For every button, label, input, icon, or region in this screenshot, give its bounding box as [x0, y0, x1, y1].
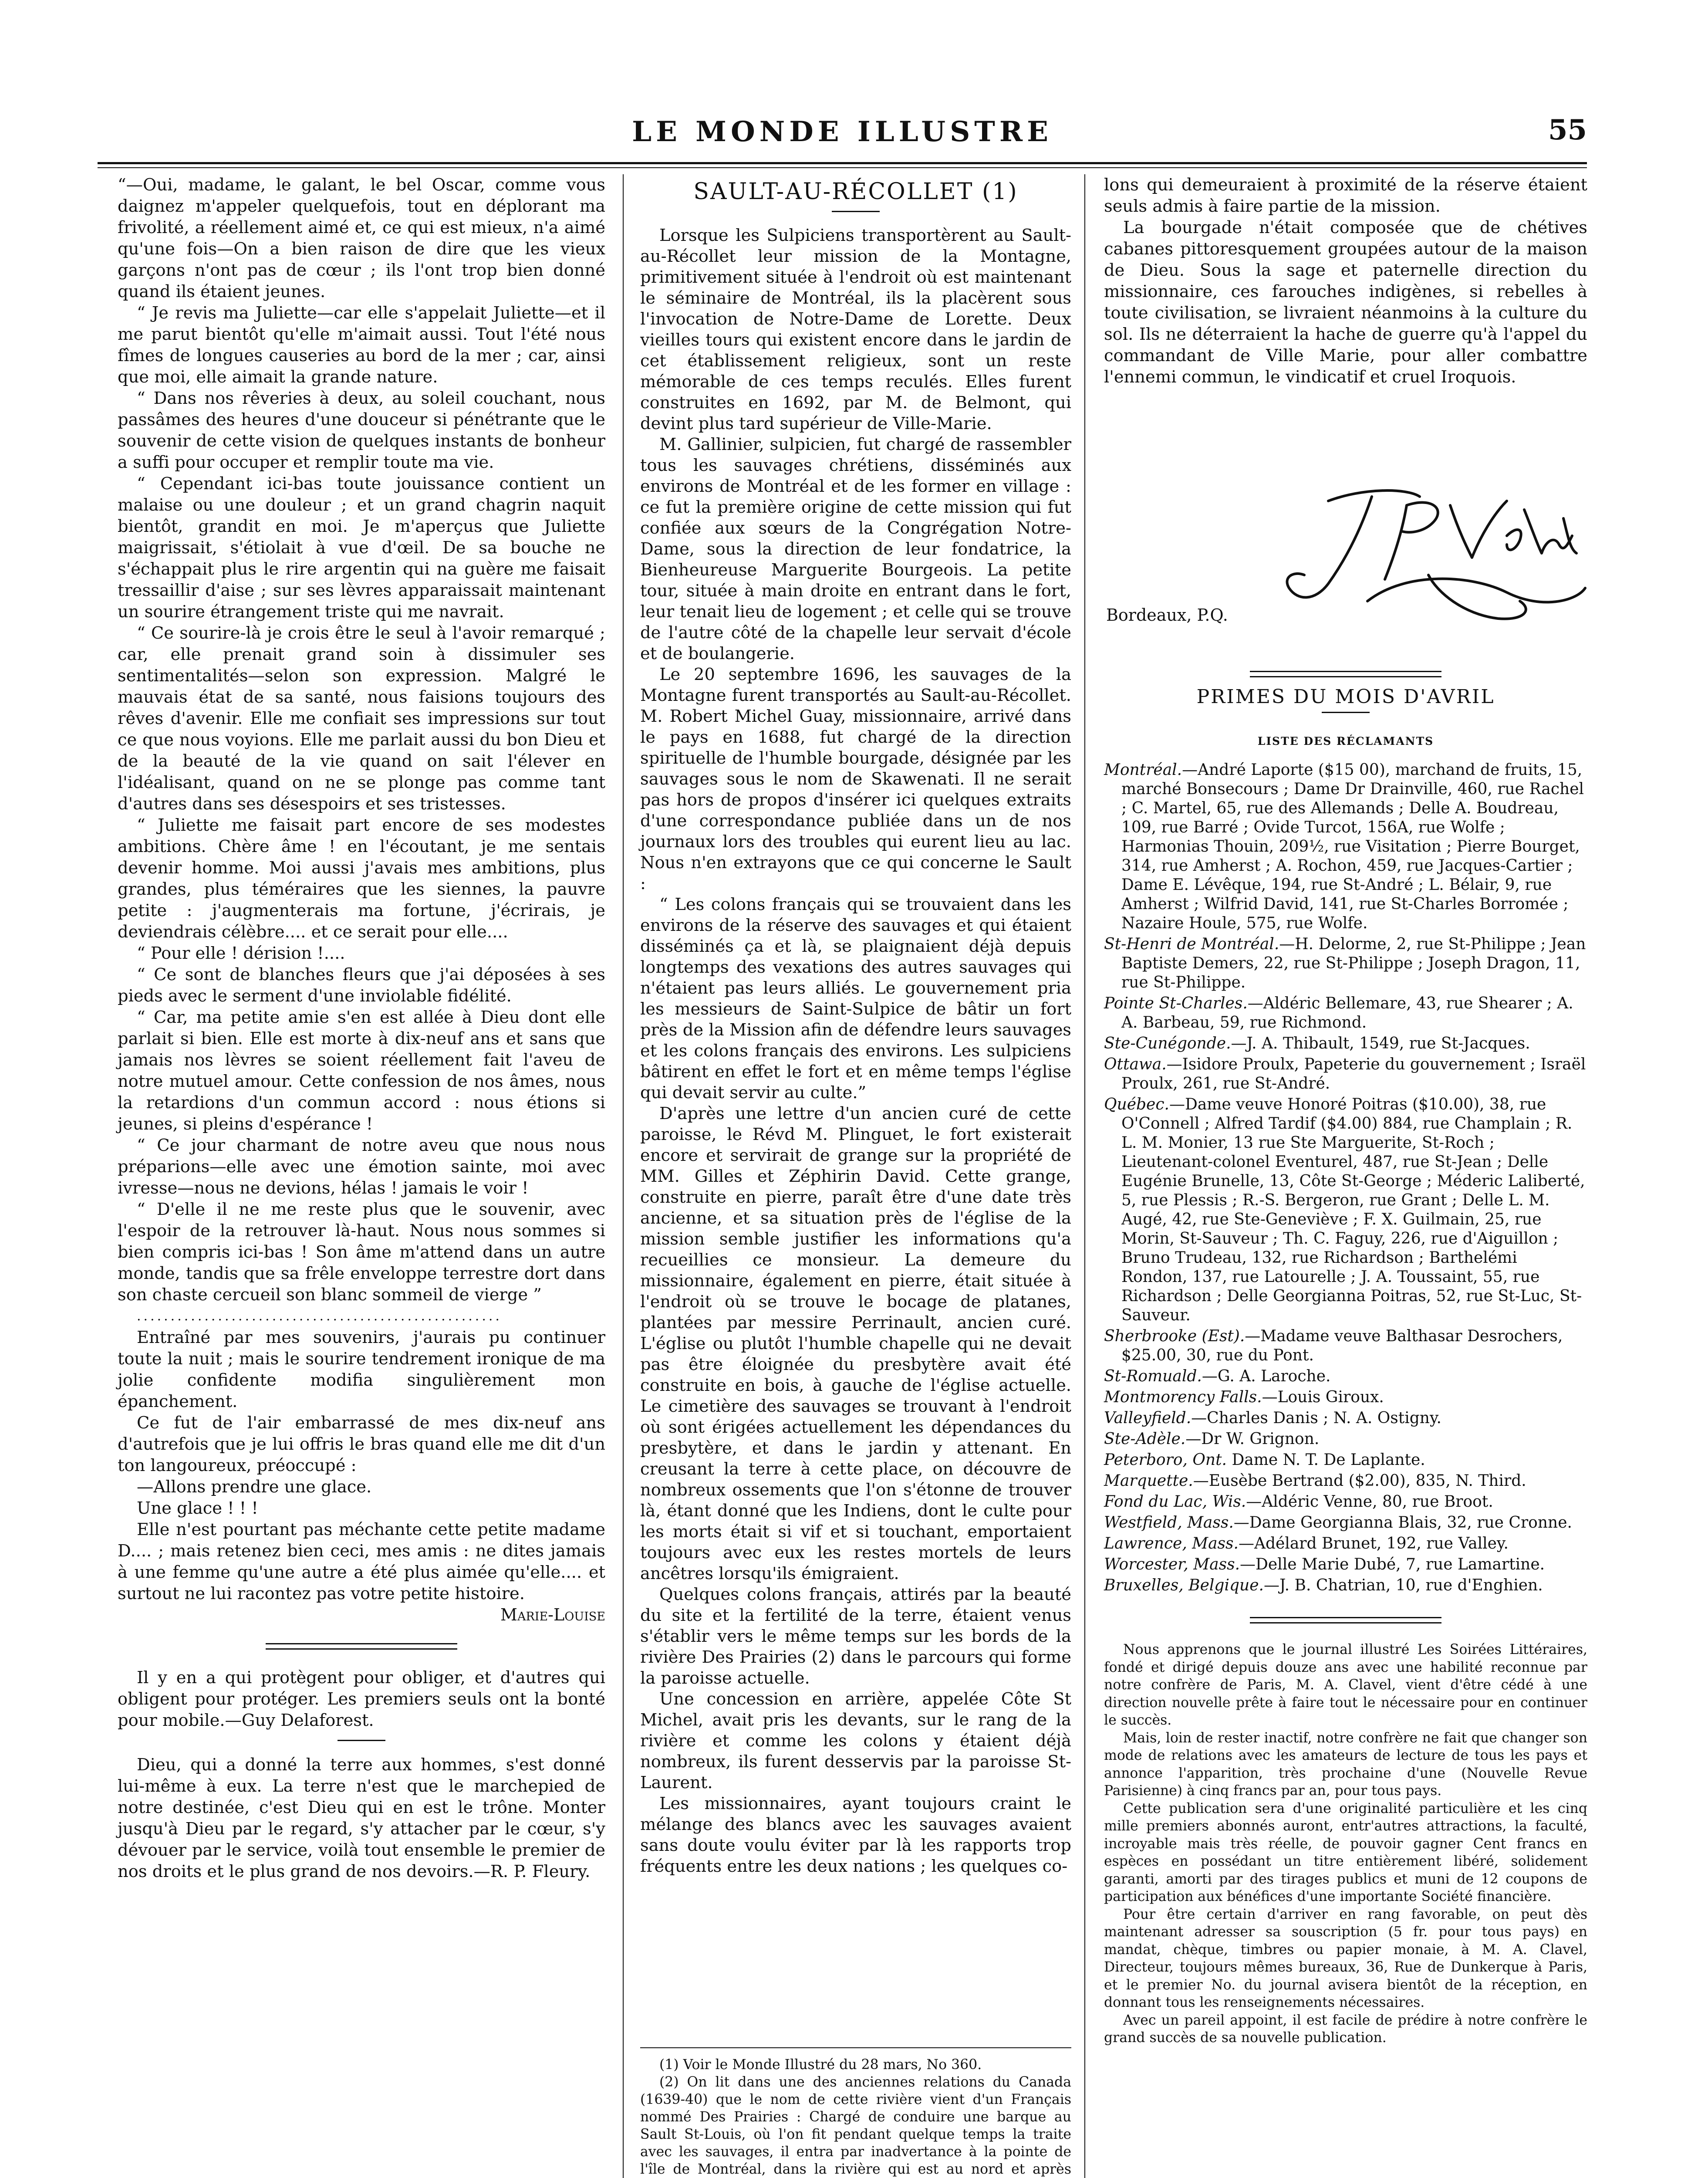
claimant-entry: [1104, 1492, 1587, 1512]
claimant-entry: [1104, 1034, 1587, 1053]
short-separator: [1322, 712, 1370, 713]
section-heading: PRIMES DU MOIS D'AVRIL: [1196, 686, 1495, 708]
claimant-place: Worcester, Mass.: [1104, 1556, 1240, 1573]
claimant-names: —Dr W. Grignon.: [1185, 1430, 1320, 1448]
article-paragraph: Le 20 septembre 1696, les sauvages de la Montagne furent transportés au Sault-au-Récollet. M. Robert Michel Guay, missionnaire, arrivé dans le pays en 1688, fut chargé de la direction spirituelle de l'humble bourgade, désignée par les sauvages sous le nom de Skawenati. Il ne serait pas hors de propos d'insérer ici quelques extraits d'une correspondance publiée dans un de nos journaux lors des troubles qui eurent lieu au lac. Nous n'en extrayons que ce qui concerne le Sault :: [640, 665, 1071, 893]
masthead-rule-thin: [98, 167, 1587, 168]
claimant-names: —Charles Danis ; N. A. Ostigny.: [1191, 1409, 1441, 1427]
article-paragraph: “ Les colons français qui se trouvaient dans les environs de la réserve des sauvages et qui étaient disséminés ça et là, se plaignaient déjà depuis longtemps des vexations des autres sauvages qui n'étaient pas leurs alliés. Le gouvernement pria les messieurs de Saint-Sulpice de bâtir un fort près de la Mission afin de défendre leurs sauvages et les colons français des environs. Les sulpiciens bâtirent en effet le fort et en même temps l'église qui devait servir au culte.”: [640, 895, 1071, 1103]
masthead: [98, 111, 1587, 159]
claimant-place: Ottawa.: [1104, 1055, 1167, 1073]
claimant-entry: [1104, 1430, 1587, 1449]
claimant-names: —H. Delorme, 2, rue St-Philippe ; Jean Baptiste Demers, 22, rue St-Philippe ; Joseph Dragon, 11, rue St-Philippe.: [1121, 935, 1586, 991]
claimant-place: Peterboro, Ont.: [1104, 1451, 1227, 1469]
article-paragraph: D'après une lettre d'un ancien curé de cette paroisse, le Révd M. Plinguet, le fort existerait encore et servirait de grange sur la propriété de MM. Gilles et Zéphirin David. Cette grange, construite en pierre, paraît être d'une date très ancienne, et sa situation près de l'église de la mission semble justifier les informations qu'a recueillies ce monsieur. La demeure du missionnaire, également en pierre, était située à l'endroit où se trouve le bocage de platanes, plantées par messire Perrinault, ancien curé. L'église ou plutôt l'humble chapelle qui ne devait pas être éloignée du presbytère avait été construite en bois, à gauche de l'église actuelle. Le cimetière des sauvages se trouvant à l'endroit où sont érigées actuellement les dépendances du presbytère, et dans le jardin y attenant. En creusant la terre à cette place, on découvre de nombreux ossements que l'on s'étonne de trouver là, étant donné que les Indiens, dont le culte pour les morts était si vif et si touchant, emportaient toujours avec eux les restes mortels de leurs ancêtres lorsqu'ils émigraient.: [640, 1104, 1071, 1583]
claimant-place: Ste-Adèle.: [1104, 1430, 1186, 1448]
claimant-entry: [1104, 1471, 1587, 1491]
notice-paragraph: Pour être certain d'arriver en rang favorable, on peut dès maintenant adresser sa souscription (5 fr. pour tous pays) en mandat, chèque, timbres ou papier monaie, à M. A. Clavel, Directeur, toujours mêmes bureaux, 36, Rue de Dunkerque à Paris, et le premier No. du journal avisera bientôt de la réception, en donnant tous les renseignements nécessaires.: [1104, 1906, 1587, 2010]
story-paragraph: Entraîné par mes souvenirs, j'aurais pu continuer toute la nuit ; mais le sourire tendrement ironique de ma jolie confidente modifia singulièrement mon épanchement.: [118, 1328, 605, 1411]
story-paragraph: “ Ce sont de blanches fleurs que j'ai déposées à ses pieds avec le serment d'une inviolable fidélité.: [118, 965, 605, 1006]
notice-paragraph: Nous apprenons que le journal illustré Les Soirées Littéraires, fondé et dirigé depuis douze ans avec une habilité reconnue par notre confrère de Paris, M. A. Clavel, vient d'être cédé à une direction nouvelle prête à faire tout le nécessaire pour en continuer le succès.: [1104, 1642, 1587, 1728]
claimant-names: —Isidore Proulx, Papeterie du gouvernement ; Israël Proulx, 261, rue St-André.: [1121, 1055, 1586, 1092]
maxim-paragraph: Il y en a qui protègent pour obliger, et d'autres qui obligent pour protéger. Les premiers seuls ont la bonté pour mobile.—Guy Delaforest.: [118, 1668, 605, 1730]
story-paragraph: Une glace ! ! !: [137, 1498, 258, 1518]
handwritten-signature: [1263, 470, 1594, 636]
claimant-names: —J. B. Chatrian, 10, rue d'Enghien.: [1263, 1576, 1543, 1594]
claimant-names: —Eusèbe Bertrand ($2.00), 835, N. Third.: [1193, 1472, 1526, 1490]
claimant-place: Bruxelles, Belgique.: [1104, 1576, 1264, 1594]
claimant-place: Marquette.: [1104, 1472, 1193, 1490]
column-middle: [640, 174, 1071, 1877]
story-paragraph: “ Dans nos rêveries à deux, au soleil couchant, nous passâmes des heures d'une douceur si pénétrante que le souvenir de cette vision de quelques instants de bonheur a suffi pour occuper et remplir toute ma vie.: [118, 389, 605, 472]
claimant-entry: [1104, 1451, 1587, 1470]
dotted-separator: ......................................................: [137, 1309, 502, 1324]
claimant-place: Valleyfield.: [1104, 1409, 1192, 1427]
claimant-names: —J. A. Thibault, 1549, rue St-Jacques.: [1231, 1035, 1530, 1052]
notice-paragraph: Cette publication sera d'une originalité particulière et les cinq mille premiers abonnés auront, entr'autres attractions, la faculté, incroyable mais très réelle, de pouvoir gagner Cent francs en espèces en possédant un titre entièrement libéré, solidement garanti, amorti par des tirages publics et muni de 12 coupons de participation aux bénéfices d'une importante Société financière.: [1104, 1800, 1587, 1904]
claimant-entry: [1104, 1576, 1587, 1595]
column-rule-1: [623, 174, 624, 2178]
claimant-entry: [1104, 1055, 1587, 1093]
claimant-names: —G. A. Laroche.: [1202, 1367, 1331, 1385]
author-signature: Marie-Louise: [500, 1605, 605, 1624]
story-paragraph: —Allons prendre une glace.: [137, 1477, 372, 1497]
claimant-entry: [1104, 1367, 1587, 1386]
claimant-place: St-Henri de Montréal.: [1104, 935, 1279, 953]
claimant-entry: [1104, 994, 1587, 1032]
list-subheading: LISTE DES RÉCLAMANTS: [1257, 735, 1434, 747]
story-paragraph: “ Pour elle ! dérision !....: [137, 944, 345, 963]
claimant-place: Montmorency Falls.: [1104, 1388, 1262, 1406]
double-rule: [1104, 1617, 1587, 1623]
claimant-entry: [1104, 1555, 1587, 1574]
footnote-rule: [640, 2047, 1071, 2048]
notice-paragraph: Mais, loin de rester inactif, notre confrère ne fait que changer son mode de relations avec les amateurs de lecture de tous les pays et annonce l'apparition, très prochaine d'une (Nouvelle Revue Parisienne) à cinq francs par an, pour tous pays.: [1104, 1730, 1587, 1799]
claimant-names: —Dame veuve Honoré Poitras ($10.00), 38, rue O'Connell ; Alfred Tardif ($4.00) 884, rue Champlain ; R. L. M. Monier, 13 rue Ste Marguerite, St-Roch ; Lieutenant-colonel Eventurel, 487, rue St-Jean ; Delle Eugénie Brunelle, 13, Côte St-George ; Méderic Laliberté, 5, rue Plessis ; R.-S. Bergeron, rue Grant ; Delle L. M. Augé, 42, rue Ste-Geneviève ; F. X. Guilmain, 25, rue Morin, St-Sauveur ; Th. C. Faguy, 226, rue d'Aiguillon ; Bruno Trudeau, 132, rue Richardson ; Barthelémi Rondon, 137, rue Latourelle ; J. A. Toussaint, 55, rue Richardson ; Delle Georgianna Poitras, 52, rue St-Luc, St-Sauveur.: [1121, 1096, 1585, 1324]
claimant-names: —Aldéric Venne, 80, rue Broot.: [1246, 1493, 1493, 1511]
story-paragraph: “ Car, ma petite amie s'en est allée à Dieu dont elle parlait si bien. Elle est morte à dix-neuf ans et sans que jamais nos lèvres se soient réellement fait l'aveu de notre mutuel amour. Cette confession de nos âmes, nous la retardions d'un commun accord : nous étions si jeunes, si pleins d'espérance !: [118, 1008, 605, 1134]
story-paragraph: “ Ce sourire-là je crois être le seul à l'avoir remarqué ; car, elle prenait grand soin à dissimuler ses sentimentalités—selon son expression. Malgré le mauvais état de sa santé, nous faisions toujours des rêves d'avenir. Elle me confiait ses impressions sur tout ce que nous voyions. Elle me parlait aussi du bon Dieu et de la beauté de la vie quand on sait l'élever en l'idéalisant, quand on ne se plonge pas comme tant d'autres dans ses désespoirs et ses tristesses.: [118, 623, 605, 814]
story-paragraph: “ Juliette me faisait part encore de ses modestes ambitions. Chère âme ! en l'écoutant, je me sentais devenir homme. Moi aussi j'avais mes ambitions, plus grandes, plus téméraires que les siennes, la pauvre petite : j'augmenterais ma fortune, j'écrirais, je deviendrais célèbre.... et ce serait pour elle....: [118, 815, 605, 942]
article-paragraph: Lorsque les Sulpiciens transportèrent au Sault-au-Récollet leur mission de la Montagne, primitivement située à l'endroit où est maintenant le séminaire de Montréal, ils la placèrent sous l'invocation de Notre-Dame de Lorette. Deux vieilles tours qui existent encore dans le jardin de cet établissement religieux, sont un reste mémorable de ces temps reculés. Elles furent construites en 1692, par M. de Belmont, qui devint plus tard supérieur de Ville-Marie.: [640, 226, 1071, 433]
story-paragraph: Ce fut de l'air embarrassé de mes dix-neuf ans d'autrefois que je lui offris le bras quand elle me dit d'un ton langoureux, préoccupé :: [118, 1413, 605, 1475]
claimants-list: [1104, 761, 1587, 1595]
short-separator: [832, 211, 880, 212]
notice-paragraph: Avec un pareil appoint, il est facile de prédire à notre confrère le grand succès de sa nouvelle publication.: [1104, 2012, 1587, 2046]
claimant-entry: [1104, 1409, 1587, 1428]
claimant-place: Montréal.: [1104, 761, 1182, 779]
claimant-place: St-Romuald.: [1104, 1367, 1202, 1385]
page-number: 55: [1548, 114, 1587, 146]
claimant-place: Sherbrooke (Est).: [1104, 1327, 1245, 1345]
claimant-place: Ste-Cunégonde.: [1104, 1035, 1231, 1052]
footnote: (1) Voir le Monde Illustré du 28 mars, No 360.: [659, 2057, 982, 2073]
story-paragraph: Elle n'est pourtant pas méchante cette petite madame D.... ; mais retenez bien ceci, mes amis : ne dites jamais à une femme qu'une autre a été plus aimée qu'elle.... et surtout ne lui racontez pas votre petite histoire.: [118, 1520, 605, 1603]
claimant-place: Lawrence, Mass.: [1104, 1535, 1239, 1552]
maxim-paragraph: Dieu, qui a donné la terre aux hommes, s'est donné lui-même à eux. La terre n'est que le marchepied de notre destinée, c'est Dieu qui en est le trône. Monter jusqu'à Dieu par le regard, s'y attacher par le cœur, s'y dévouer par le service, voilà tout ensemble le premier de nos droits et le plus grand de nos devoirs.—R. P. Fleury.: [118, 1755, 605, 1881]
notice-block: [1104, 1641, 1587, 2047]
claimant-names: —Aldéric Bellemare, 43, rue Shearer ; A. A. Barbeau, 59, rue Richmond.: [1121, 994, 1573, 1032]
story-paragraph: “ Je revis ma Juliette—car elle s'appelait Juliette—et il me parut bientôt qu'elle m'aimait aussi. Tout l'été nous fîmes de longues causeries au bord de la mer ; car, ainsi que moi, elle aimait la grande nature.: [118, 303, 605, 387]
claimant-names: —André Laporte ($15 00), marchand de fruits, 15, marché Bonsecours ; Dame Dr Drainville, 460, rue Rachel ; C. Martel, 65, rue des Allemands ; Delle A. Boudreau, 109, rue Barré ; Ovide Turcot, 156A, rue Wolfe ; Harmonias Thouin, 209½, rue Visitation ; Pierre Bourget, 314, rue Amherst ; A. Rochon, 459, rue Jacques-Cartier ; Dame E. Lévêque, 194, rue St-André ; L. Bélair, 9, rue Amherst ; Wilfrid David, 141, rue St-Charles Borromée ; Nazaire Houle, 575, rue Wolfe.: [1121, 761, 1584, 932]
article-paragraph: M. Gallinier, sulpicien, fut chargé de rassembler tous les sauvages chrétiens, disséminés aux environs de Montréal et de les former en village : ce fut la première origine de cette mission qui fut confiée aux sœurs de la Congrégation Notre-Dame, sous la direction de leur fondatrice, la Bienheureuse Marguerite Bourgeois. La petite tour, située à main droite en entrant dans le fort, leur tenait lieu de logement ; et celle qui se trouve de l'autre côté de la chapelle leur servait d'école et de boulangerie.: [640, 435, 1071, 663]
article-paragraph: Quelques colons français, attirés par la beauté du site et la fertilité de la terre, étaient venus s'établir vers le même temps sur les bords de la rivière Des Prairies (2) dans le parcours qui forme la paroisse actuelle.: [640, 1585, 1071, 1688]
claimant-entry: [1104, 1534, 1587, 1553]
claimant-entry: [1104, 935, 1587, 992]
column-right-top: [1104, 174, 1587, 388]
claimant-names: Dame N. T. De Laplante.: [1227, 1451, 1425, 1469]
claimant-place: Québec.: [1104, 1096, 1169, 1113]
story-paragraph: “ Cependant ici-bas toute jouissance contient un malaise ou une douleur ; et un grand chagrin naquit bientôt, grandit en moi. Je m'aperçus que Juliette maigrissait, s'étiolait à vue d'œil. De sa bouche ne s'échappait plus le rire argentin qui na guère me faisait tressaillir d'aise ; sur ses lèvres apparaissait maintenant un sourire étrangement triste qui me navrait.: [118, 474, 605, 622]
claimant-place: Fond du Lac, Wis.: [1104, 1493, 1246, 1511]
claimant-names: —Louis Giroux.: [1262, 1388, 1384, 1406]
claimant-place: Pointe St-Charles.: [1104, 994, 1248, 1012]
article-paragraph: lons qui demeuraient à proximité de la réserve étaient seuls admis à faire partie de la mission.: [1104, 175, 1587, 216]
footnote: (2) On lit dans une des anciennes relations du Canada (1639-40) que le nom de cette rivière vient d'un Français nommé Des Prairies : Chargé de conduire une barque au Sault St-Louis, où l'on fit pendant quelque temps la traite avec les sauvages, il entra par inadvertance à la pointe de l'île de Montréal, dans la rivière qui est au nord et après: [640, 2074, 1071, 2177]
claimant-names: —Madame veuve Balthasar Desrochers, $25.00, 30, rue du Pont.: [1121, 1327, 1563, 1364]
story-paragraph: “—Oui, madame, le galant, le bel Oscar, comme vous daignez m'appeler quelquefois, tout en déplorant ma frivolité, a réellement aimé et, ce qui est mieux, n'a aimé qu'une fois—On a bien raison de dire que les vieux garçons n'ont pas de cœur ; ils l'ont trop bien donné quand ils étaient jeunes.: [118, 175, 605, 301]
column-rule-2: [1084, 174, 1085, 2178]
article-paragraph: Les missionnaires, ayant toujours craint le mélange des blancs avec les sauvages avaient sans doute voulu éviter par là les rapports trop fréquents entre les deux nations ; les quelques co-: [640, 1794, 1071, 1876]
article-heading: SAULT-AU-RÉCOLLET (1): [693, 179, 1018, 205]
claimant-names: —Dame Georgianna Blais, 32, rue Cronne.: [1233, 1514, 1572, 1532]
story-paragraph: “ Ce jour charmant de notre aveu que nous nous préparions—elle avec une émotion sainte, moi avec ivresse—nous ne devions, hélas ! jamais le voir !: [118, 1136, 605, 1198]
newspaper-title: LE MONDE ILLUSTRE: [632, 115, 1053, 148]
double-rule: [118, 1643, 605, 1650]
claimant-place: Westfield, Mass.: [1104, 1514, 1234, 1532]
claimant-names: —Adélard Brunet, 192, rue Valley.: [1238, 1535, 1509, 1552]
claimant-entry: [1104, 761, 1587, 933]
claimant-entry: [1104, 1388, 1587, 1407]
footnotes: [640, 2056, 1071, 2178]
signature-location: Bordeaux, P.Q.: [1106, 605, 1228, 625]
claimant-entry: [1104, 1095, 1587, 1325]
claimant-names: —Delle Marie Dubé, 7, rue Lamartine.: [1240, 1556, 1545, 1573]
short-separator: [338, 1740, 385, 1741]
claimant-entry: [1104, 1327, 1587, 1365]
masthead-rule-thick: [98, 162, 1587, 164]
column-right-list: [1104, 671, 1587, 2047]
article-paragraph: Une concession en arrière, appelée Côte St Michel, avait pris les devants, sur le rang de la rivière et comme les colons y étaient déjà nombreux, ils furent desservis par la paroisse St-Laurent.: [640, 1689, 1071, 1792]
article-paragraph: La bourgade n'était composée que de chétives cabanes pittoresquement groupées autour de la maison de Dieu. Sous la sage et paternelle direction du missionnaire, ces farouches indigènes, si rebelles à toute civilisation, se livraient néanmoins à la culture du sol. Ils ne déterraient la hache de guerre qu'à l'appel du commandant de Ville Marie, pour aller combattre l'ennemi commun, le vindicatif et cruel Iroquois.: [1104, 218, 1587, 387]
claimant-entry: [1104, 1513, 1587, 1532]
column-left: [118, 174, 605, 1882]
story-paragraph: “ D'elle il ne me reste plus que le souvenir, avec l'espoir de la retrouver là-haut. Nous nous sommes si bien compris ici-bas ! Son âme m'attend dans un autre monde, tandis que sa frêle enveloppe terrestre dort dans son chaste cercueil son blanc sommeil de vierge ”: [118, 1200, 605, 1305]
double-rule: [1104, 671, 1587, 677]
